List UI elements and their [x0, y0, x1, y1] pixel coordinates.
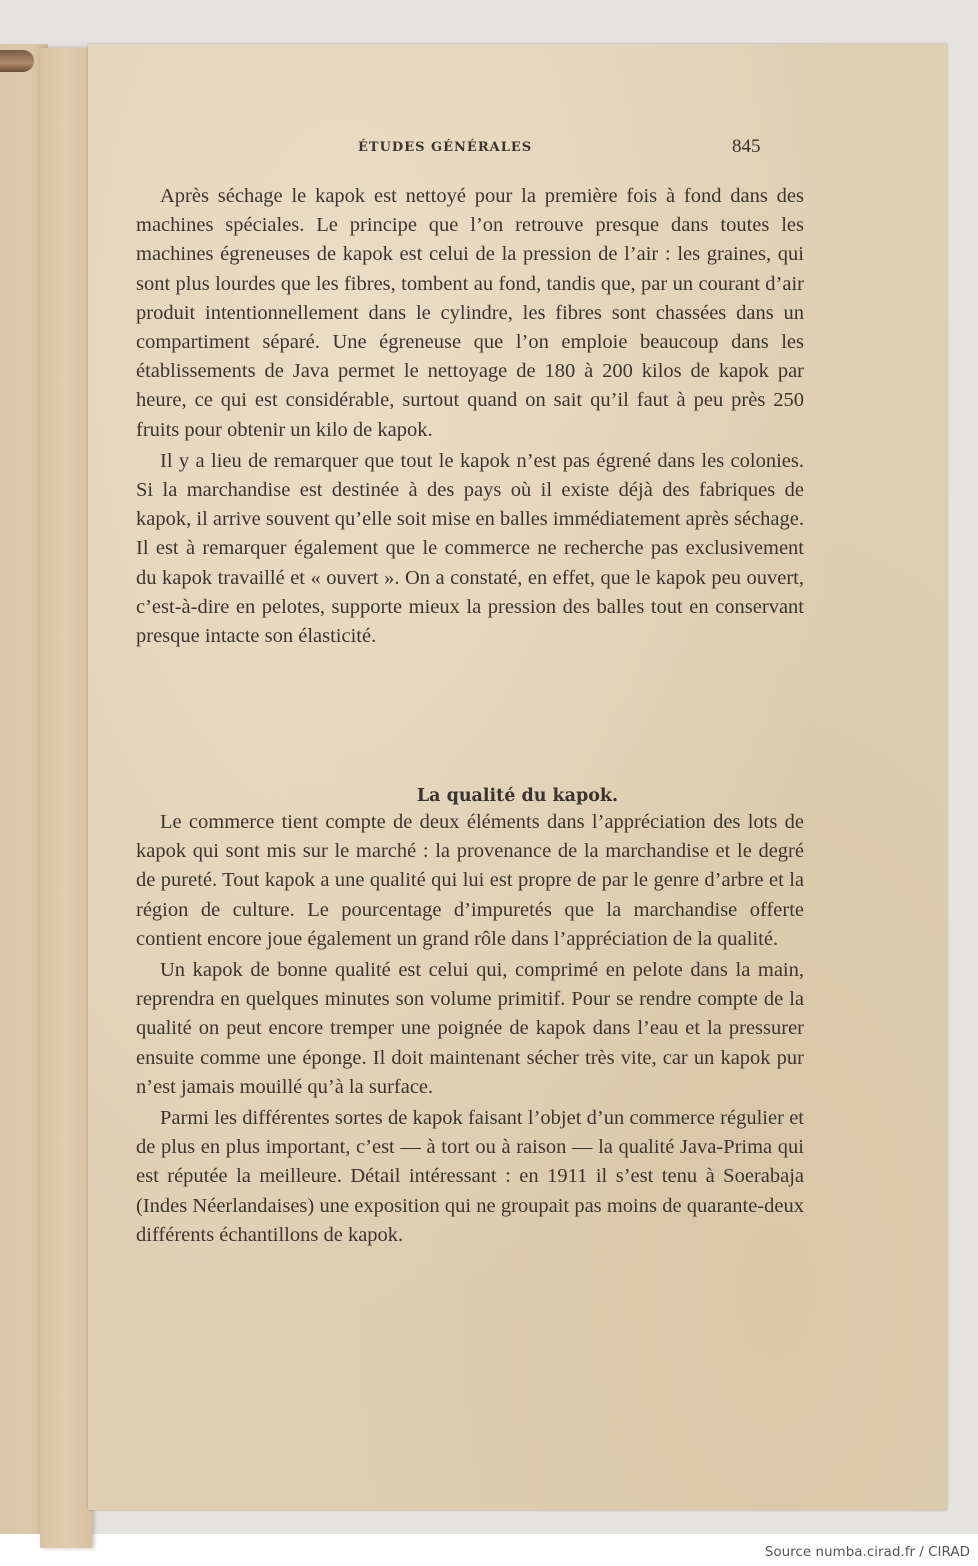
facing-page-edge — [40, 48, 92, 1548]
binding-ring — [0, 50, 34, 72]
section-heading: La qualité du kapok. — [416, 786, 619, 806]
running-head-title: ÉTUDES GÉNÉRALES — [358, 140, 533, 155]
paragraph: Un kapok de bonne qualité est celui qui, comprimé en pelote dans la main, reprendra en quelques minutes son volume primitif. Pour se rendre compte de la qualité on peut encore tremper une poignée de kapok dans l’eau et la pressurer ensuite comme une éponge. Il doit maintenant sécher très vite, car un kapok pur n’est jamais mouillé qu’à la surface. — [136, 959, 804, 1098]
book-page — [88, 44, 947, 1510]
page-number: 845 — [732, 136, 761, 157]
source-caption: Source numba.cirad.fr / CIRAD — [764, 1544, 970, 1560]
paragraph: Le commerce tient compte de deux éléments dans l’appréciation des lots de kapok qui sont mis sur le marché : la provenance de la marchandise et le degré de pureté. Tout kapok a une qualité qui lui est propre de par le genre d’arbre et la région de culture. Le pourcentage d’impuretés que la marchandise offerte contient encore joue également un grand rôle dans l’appréciation de la qualité. — [136, 811, 804, 950]
text-block-bottom — [136, 808, 804, 1250]
text-block-top — [136, 182, 804, 651]
paragraph: Il y a lieu de remarquer que tout le kapok n’est pas égrené dans les colonies. Si la marchandise est destinée à des pays où il existe déjà des fabriques de kapok, il arrive souvent qu’elle soit mise en balles immédiatement après séchage. Il est à remarquer également que le commerce ne recherche pas exclusivement du kapok travaillé et « ouvert ». On a constaté, en effet, que le kapok peu ouvert, c’est-à-dire en pelotes, supporte mieux la pression des balles tout en conservant presque intacte son élasticité. — [136, 449, 804, 648]
paragraph: Après séchage le kapok est nettoyé pour la première fois à fond dans des machines spéciales. Le principe que l’on retrouve presque dans toutes les machines égreneuses de kapok est celui de la pression de l’air : les graines, qui sont plus lourdes que les fibres, tombent au fond, tandis que, par un courant d’air produit intentionnellement dans le cylindre, les fibres sont chassées dans un compartiment séparé. Une égreneuse que l’on emploie beaucoup dans les établissements de Java permet le nettoyage de 180 à 200 kilos de kapok par heure, ce qui est considérable, surtout quand on sait qu’il faut à peu près 250 fruits pour obtenir un kilo de kapok. — [136, 185, 804, 441]
paragraph: Parmi les différentes sortes de kapok faisant l’objet d’un commerce régulier et de plus en plus important, c’est — à tort ou à raison — la qualité Java-Prima qui est réputée la meilleure. Détail intéressant : en 1911 il s’est tenu à Soerabaja (Indes Néerlandaises) une exposition qui ne groupait pas moins de quarante-deux différents échantillons de kapok. — [136, 1107, 804, 1246]
